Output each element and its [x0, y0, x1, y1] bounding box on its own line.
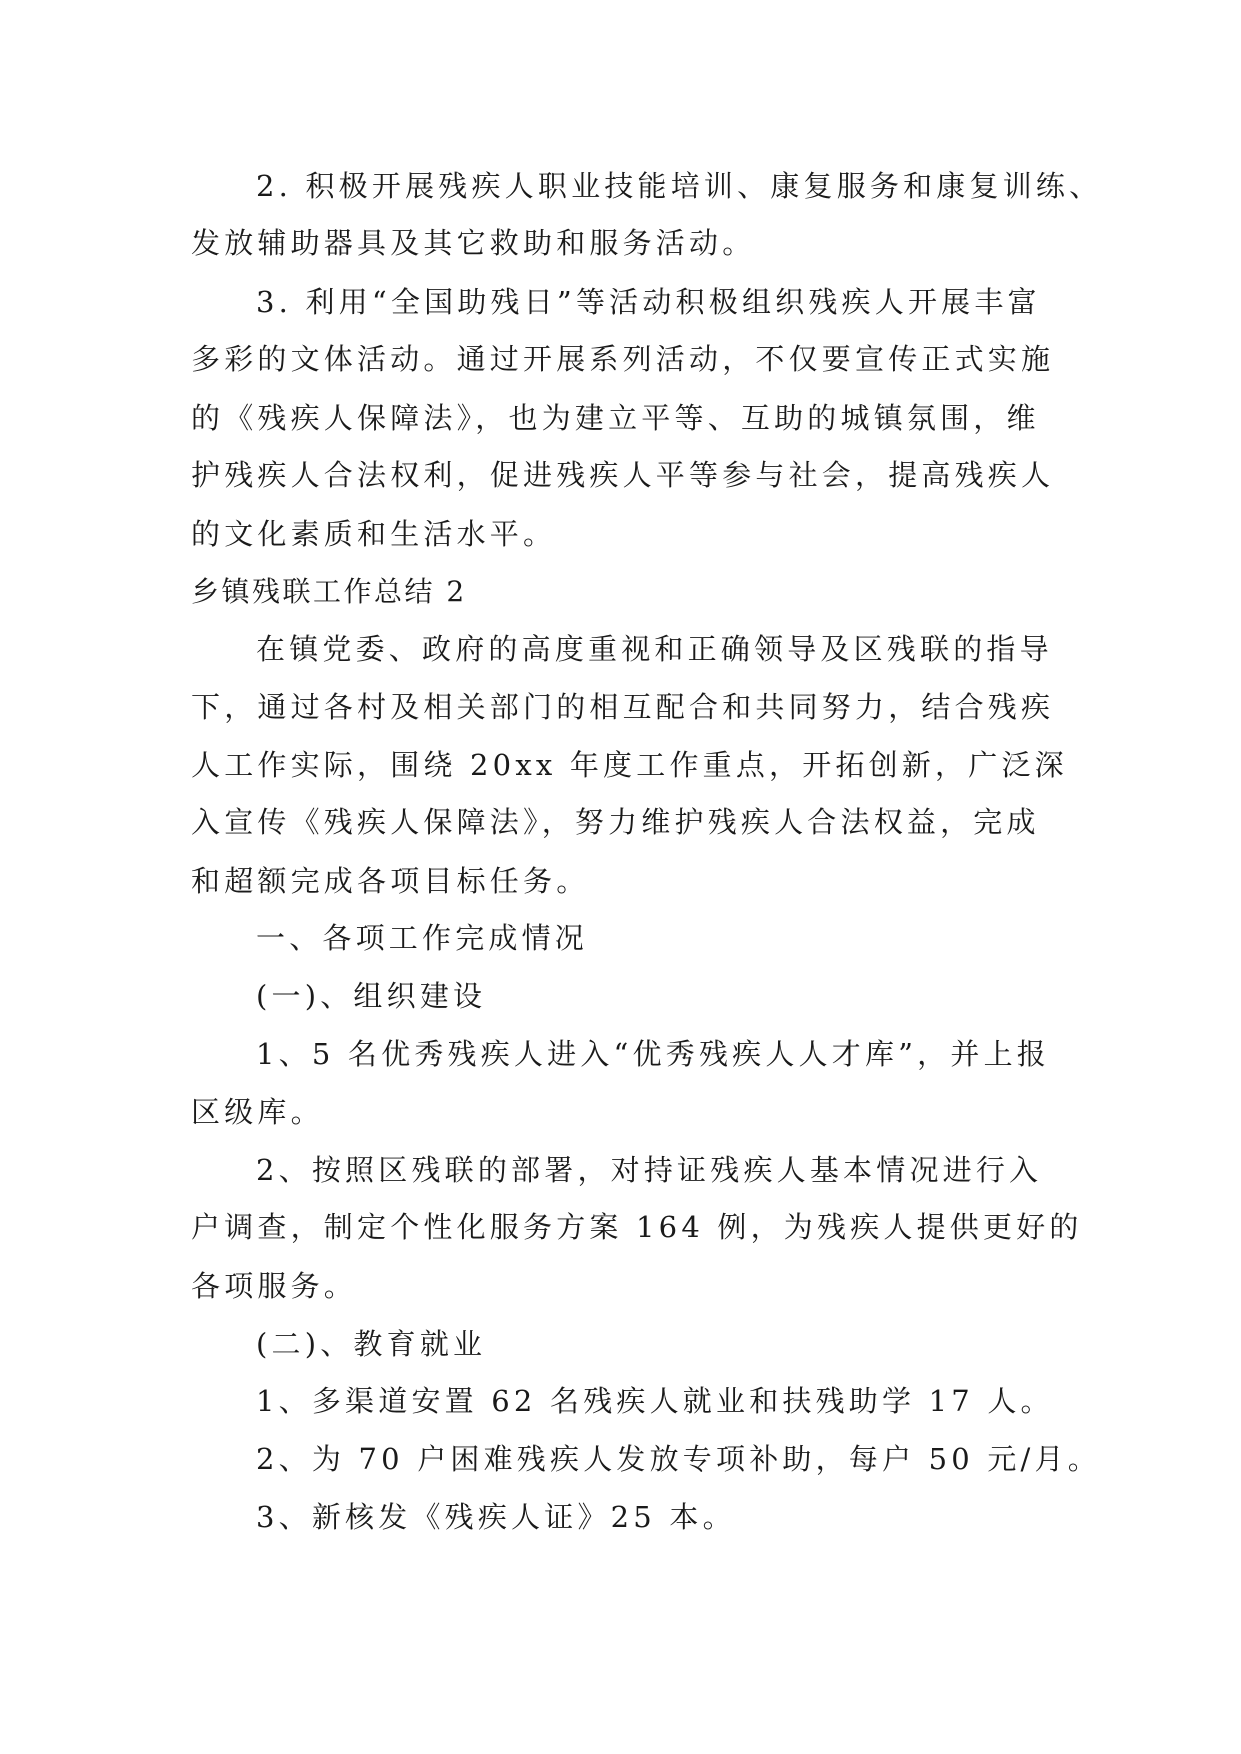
paragraph-line: 下，通过各村及相关部门的相互配合和共同努力，结合残疾: [191, 690, 1055, 724]
paragraph-line: 3. 利用“全国助残日”等活动积极组织残疾人开展丰富: [256, 285, 1041, 319]
paragraph-line: 发放辅助器具及其它救助和服务活动。: [191, 226, 756, 260]
paragraph-line: 户调查，制定个性化服务方案 164 例，为残疾人提供更好的: [191, 1210, 1083, 1244]
paragraph-line: 在镇党委、政府的高度重视和正确领导及区残联的指导: [256, 632, 1053, 666]
paragraph-line: 2、按照区残联的部署，对持证残疾人基本情况进行入: [256, 1153, 1043, 1187]
paragraph-line: 的文化素质和生活水平。: [191, 517, 557, 551]
paragraph-line: 人工作实际，围绕 20xx 年度工作重点，开拓创新，广泛深: [191, 748, 1068, 782]
paragraph-line: 1、5 名优秀残疾人进入“优秀残疾人人才库”，并上报: [256, 1037, 1050, 1071]
paragraph-line: 2、为 70 户困难残疾人发放专项补助，每户 50 元/月。: [256, 1442, 1101, 1476]
paragraph-line: 各项服务。: [191, 1269, 358, 1303]
paragraph-line: 3、新核发《残疾人证》25 本。: [256, 1500, 736, 1534]
paragraph-line: 区级库。: [191, 1095, 324, 1129]
paragraph-line: 和超额完成各项目标任务。: [191, 864, 590, 898]
paragraph-line: 护残疾人合法权利，促进残疾人平等参与社会，提高残疾人: [191, 458, 1055, 492]
paragraph-line: 1、多渠道安置 62 名残疾人就业和扶残助学 17 人。: [256, 1384, 1054, 1418]
paragraph-line: 2. 积极开展残疾人职业技能培训、康复服务和康复训练、: [256, 169, 1103, 203]
paragraph-line: 入宣传《残疾人保障法》，努力维护残疾人合法权益，完成: [191, 805, 1040, 839]
paragraph-line: 的《残疾人保障法》，也为建立平等、互助的城镇氛围，维: [191, 401, 1040, 435]
heading-line: 一、各项工作完成情况: [256, 921, 589, 955]
paragraph-line: 多彩的文体活动。通过开展系列活动，不仅要宣传正式实施: [191, 342, 1055, 376]
section-title: 乡镇残联工作总结 2: [191, 575, 467, 608]
heading-line: (一)、组织建设: [256, 979, 487, 1013]
heading-line: (二)、教育就业: [256, 1327, 487, 1361]
